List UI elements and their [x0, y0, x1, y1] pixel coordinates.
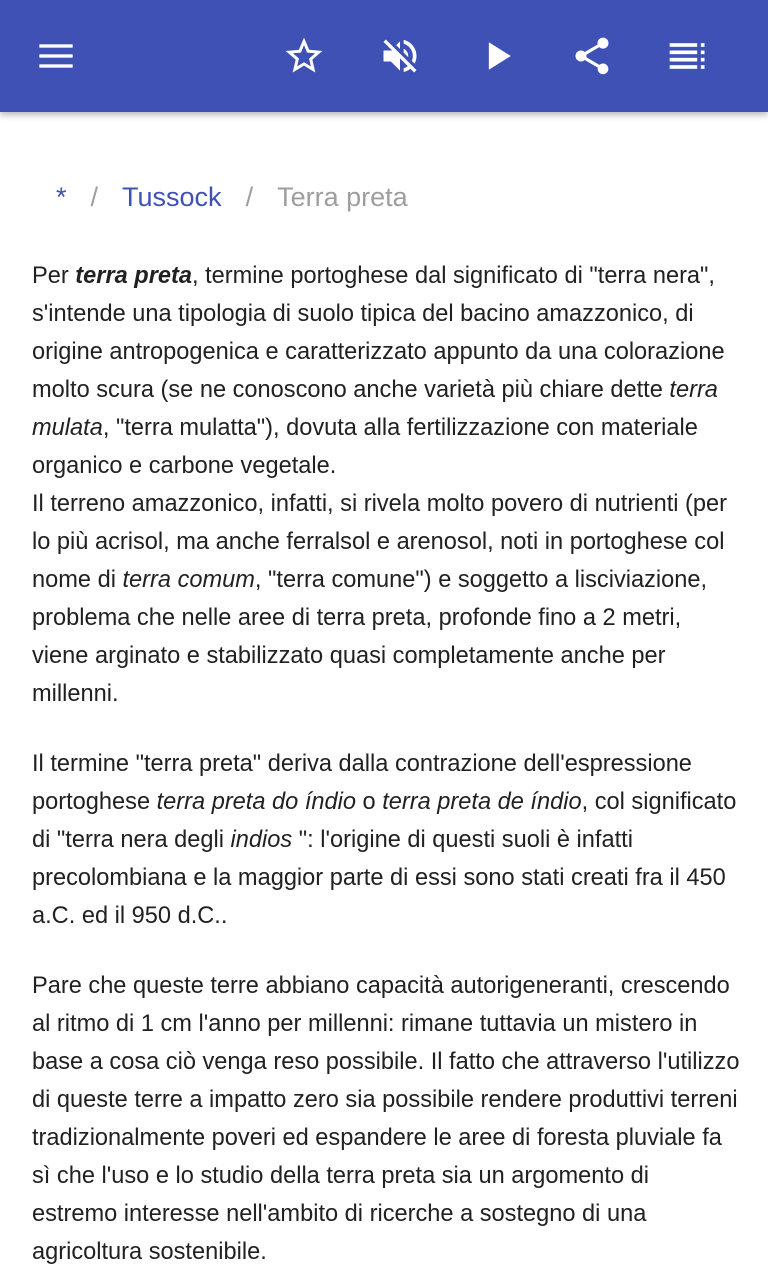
article-body — [32, 257, 740, 1271]
menu-icon — [36, 36, 76, 76]
breadcrumb-root[interactable]: * — [56, 182, 67, 212]
play-button[interactable] — [470, 28, 526, 84]
paragraph — [32, 745, 740, 935]
share-icon — [570, 34, 614, 78]
share-button[interactable] — [564, 28, 620, 84]
contents-button[interactable] — [660, 28, 716, 84]
menu-button[interactable] — [28, 28, 84, 84]
paragraph — [32, 257, 740, 485]
paragraph-text: , col significato di "terra nera degli — [32, 789, 737, 853]
paragraph-text: Pare che queste terre abbiano capacità autorigeneranti, crescendo al ritmo di 1 cm l'anno per millenni: rimane tuttavia un mistero in base a cosa ciò venga reso possibile. Il fatto che attraverso l'utilizzo di queste terre a impatto zero sia possibile rendere produttivi terreni tradizionalmente poveri ed espandere le aree di foresta pluviale fa sì che l'uso e lo studio della terra preta sia un argomento di estremo interesse nell'ambito di ricerche a sostegno di una agricoltura sostenibile. — [32, 973, 740, 1265]
paragraph-text: o — [356, 789, 383, 815]
volume-off-icon — [378, 34, 422, 78]
term-italic: indios — [230, 827, 293, 853]
paragraph-text: , termine portoghese dal significato di "terra nera", s'intende una tipologia di suolo tipica del bacino amazzonico, di origine antropogenica e caratterizzato appunto da una colorazione molto scura (se ne conoscono anche varietà più chiare dette — [32, 263, 725, 403]
paragraph-text: Il termine "terra preta" deriva dalla contrazione dell'espressione portoghese — [32, 751, 692, 815]
breadcrumb-current: Terra preta — [277, 182, 408, 212]
paragraph-text: ": l'origine di questi suoli è infatti precolombiana e la maggior parte di essi sono stati creati fra il 450 a.C. ed il 950 d.C.. — [32, 827, 726, 929]
term-italic: terra comum — [122, 567, 255, 593]
paragraph-text: Per — [32, 263, 76, 289]
paragraph — [32, 485, 740, 713]
breadcrumb-parent-link[interactable]: Tussock — [122, 182, 222, 212]
paragraph — [32, 967, 740, 1271]
article-content — [0, 112, 768, 1280]
breadcrumb-separator: / — [245, 182, 254, 212]
breadcrumb-separator: / — [90, 182, 99, 212]
paragraph-text: , "terra mulatta"), dovuta alla fertilizzazione con materiale organico e carbone vegetale. — [32, 415, 698, 479]
play-icon — [476, 34, 520, 78]
paragraph-text: Il terreno amazzonico, infatti, si rivela molto povero di nutrienti (per lo più acrisol, ma anche ferralsol e arenosol, noti in portoghese col nome di — [32, 491, 728, 593]
paragraph-text: , "terra comune") e soggetto a lisciviazione, problema che nelle aree di terra preta, profonde fino a 2 metri, viene arginato e stabilizzato quasi completamente anche per millenni. — [32, 567, 708, 707]
star-icon — [282, 34, 326, 78]
bookmark-button[interactable] — [276, 28, 332, 84]
term-italic: terra preta do índio — [156, 789, 356, 815]
term-bold: terra preta — [75, 263, 192, 289]
term-italic: terra preta de índio — [382, 789, 582, 815]
term-italic: terra mulata — [32, 377, 718, 441]
app-toolbar — [0, 0, 768, 112]
mute-button[interactable] — [372, 28, 428, 84]
breadcrumb — [56, 182, 408, 213]
playlist-icon — [666, 34, 710, 78]
